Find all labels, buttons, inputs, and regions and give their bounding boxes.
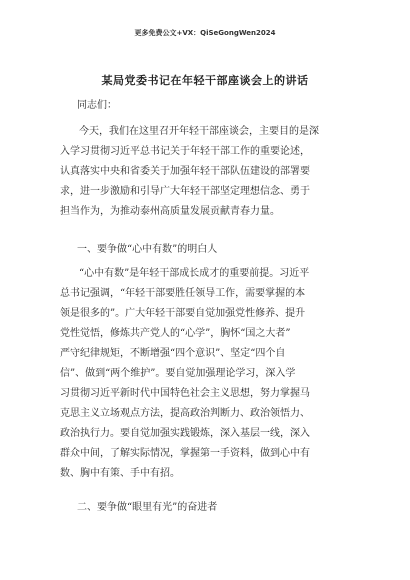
document-title: 某局党委书记在年轻干部座谈会上的讲话 <box>101 74 309 87</box>
paragraph-line: 政治执行力。要自觉加强实践锻炼，深入基层一线，深入 <box>60 428 310 439</box>
section-heading-1: 一、要争做“心中有数”的明白人 <box>77 244 218 255</box>
paragraph-line: 习贯彻习近平新时代中国特色社会主义思想，努力掌握马 <box>60 388 310 399</box>
paragraph-line: 求，进一步激励和引导广大年轻干部坚定理想信念、勇于 <box>60 186 310 197</box>
paragraph-2 <box>60 264 370 484</box>
paragraph-line: 党性觉悟，修炼共产党人的“心学”，胸怀“国之大者” <box>60 328 291 339</box>
paragraph-line: 信”、做到“两个维护”。要自觉加强理论学习，深入学 <box>60 368 296 379</box>
salutation: 同志们： <box>77 100 117 111</box>
paragraph-line: 群众中间，了解实际情况，掌握第一手资料，做到心中有 <box>60 448 310 459</box>
paragraph-line: 入学习贯彻习近平总书记关于年轻干部工作的重要论述， <box>60 146 310 157</box>
paragraph-line: 今天，我们在这里召开年轻干部座谈会，主要目的是深 <box>79 126 319 137</box>
paragraph-1 <box>60 122 370 222</box>
header-note: 更多免费公文+VX：QiSeGongWen2024 <box>134 29 276 37</box>
paragraph-line: 数、胸中有策、手中有招。 <box>60 468 180 479</box>
paragraph-line: 严守纪律规矩，不断增强“四个意识”、坚定“四个自 <box>60 348 286 359</box>
section-heading-2: 二、要争做“眼里有光”的奋进者 <box>77 502 218 513</box>
paragraph-line: 认真落实中央和省委关于加强年轻干部队伍建设的部署要 <box>60 166 310 177</box>
paragraph-line: “心中有数”是年轻干部成长成才的重要前提。习近平 <box>79 268 310 279</box>
paragraph-line: 领是很多的”。广大年轻干部要自觉加强党性修养、提升 <box>60 308 306 319</box>
paragraph-line: 克思主义立场观点方法，提高政治判断力、政治领悟力、 <box>60 408 310 419</box>
paragraph-line: 总书记强调，“年轻干部要胜任领导工作，需要掌握的本 <box>60 288 306 299</box>
paragraph-line: 担当作为，为推动泰州高质量发展贡献青春力量。 <box>60 206 280 217</box>
